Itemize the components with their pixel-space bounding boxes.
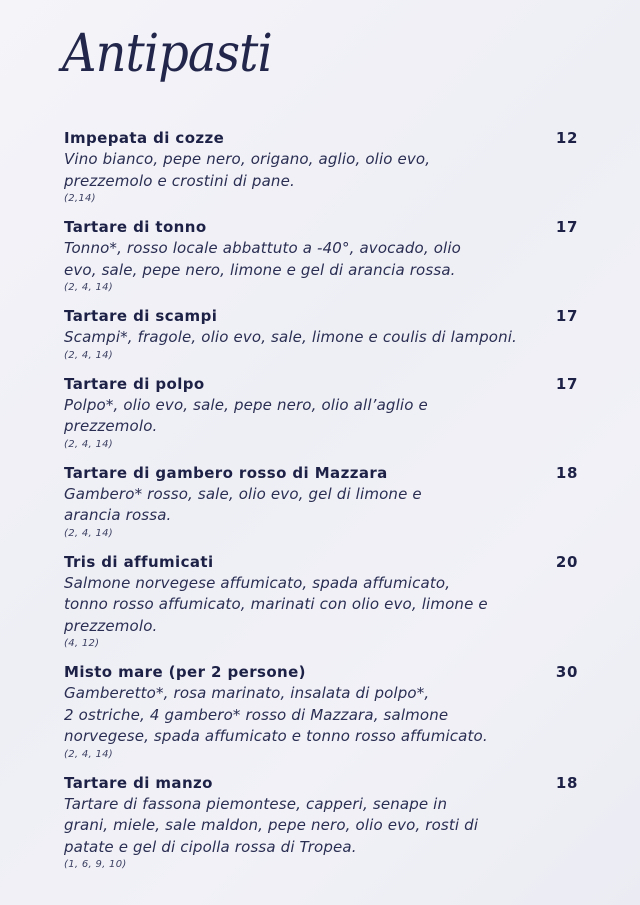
- dish-description: [64, 149, 578, 192]
- menu-item-header: [64, 662, 578, 682]
- menu-item: [64, 306, 578, 362]
- description-line: tonno rosso affumicato, marinati con olio evo, limone e: [64, 595, 488, 613]
- description-line: Polpo*, olio evo, sale, pepe nero, olio all’aglio e: [64, 395, 428, 414]
- description-line: prezzemolo.: [64, 616, 158, 635]
- description-line: grani, miele, sale maldon, pepe nero, olio evo, rosti di: [64, 816, 479, 834]
- dish-description: [64, 573, 578, 638]
- dish-price: 17: [555, 307, 578, 325]
- description-line: Tonno*, rosso locale abbattuto a -40°, avocado, olio: [64, 239, 462, 257]
- menu-item: [64, 552, 578, 651]
- section-title: Antipasti: [62, 24, 272, 84]
- allergen-codes: (2, 4, 14): [64, 748, 113, 760]
- dish-price: 17: [555, 218, 578, 236]
- menu-item-header: [64, 128, 578, 148]
- description-line: Gambero* rosso, sale, olio evo, gel di limone e: [64, 484, 422, 503]
- description-line: prezzemolo e crostini di pane.: [64, 171, 295, 190]
- description-line: Tartare di fassona piemontese, capperi, senape in: [64, 794, 448, 813]
- menu-item: [64, 128, 578, 205]
- dish-description: [64, 327, 578, 349]
- allergen-codes: (2, 4, 14): [64, 527, 113, 539]
- dish-name: Tartare di scampi: [64, 307, 218, 325]
- description-line: arancia rossa.: [64, 506, 172, 524]
- dish-description: [64, 238, 578, 281]
- allergen-codes: (1, 6, 9, 10): [64, 859, 127, 870]
- description-line: Vino bianco, pepe nero, origano, aglio, olio evo,: [64, 150, 431, 168]
- allergen-codes: (2, 4, 14): [64, 282, 113, 293]
- menu-item-header: [64, 552, 578, 572]
- dish-name: Tartare di manzo: [64, 773, 213, 792]
- description-line: Salmone norvegese affumicato, spada affumicato,: [64, 573, 451, 592]
- dish-description: [64, 683, 578, 748]
- menu-list: [64, 128, 578, 883]
- dish-name: Tris di affumicati: [64, 552, 214, 571]
- dish-name: Tartare di tonno: [64, 218, 207, 236]
- description-line: norvegese, spada affumicato e tonno rosso affumicato.: [64, 727, 488, 745]
- menu-item: [64, 374, 578, 451]
- description-line: 2 ostriche, 4 gambero* rosso di Mazzara, salmone: [64, 705, 449, 724]
- dish-description: [64, 484, 578, 527]
- allergen-codes: (2, 4, 14): [64, 349, 113, 361]
- allergen-codes: (2,14): [64, 193, 96, 204]
- dish-price: 17: [555, 374, 578, 393]
- dish-price: 30: [555, 663, 578, 681]
- menu-item: [64, 773, 578, 872]
- dish-name: Impepata di cozze: [64, 129, 225, 147]
- dish-price: 12: [555, 129, 578, 147]
- menu-item-header: [64, 463, 578, 483]
- dish-price: 20: [555, 552, 578, 571]
- description-line: evo, sale, pepe nero, limone e gel di arancia rossa.: [64, 260, 456, 279]
- dish-description: [64, 794, 578, 859]
- description-line: Scampi*, fragole, olio evo, sale, limone e coulis di lamponi.: [64, 328, 517, 346]
- dish-name: Tartare di polpo: [64, 374, 205, 393]
- description-line: patate e gel di cipolla rossa di Tropea.: [64, 837, 357, 856]
- dish-price: 18: [555, 773, 578, 792]
- allergen-codes: (2, 4, 14): [64, 438, 113, 450]
- description-line: prezzemolo.: [64, 417, 158, 435]
- menu-item-header: [64, 773, 578, 793]
- dish-price: 18: [555, 463, 578, 482]
- dish-description: [64, 395, 578, 438]
- menu-item-header: [64, 217, 578, 237]
- dish-name: Misto mare (per 2 persone): [64, 663, 306, 681]
- menu-item: [64, 463, 578, 540]
- allergen-codes: (4, 12): [64, 638, 100, 649]
- dish-name: Tartare di gambero rosso di Mazzara: [64, 463, 388, 482]
- menu-item: [64, 217, 578, 294]
- menu-item: [64, 662, 578, 761]
- menu-item-header: [64, 306, 578, 326]
- description-line: Gamberetto*, rosa marinato, insalata di polpo*,: [64, 684, 430, 702]
- menu-item-header: [64, 374, 578, 394]
